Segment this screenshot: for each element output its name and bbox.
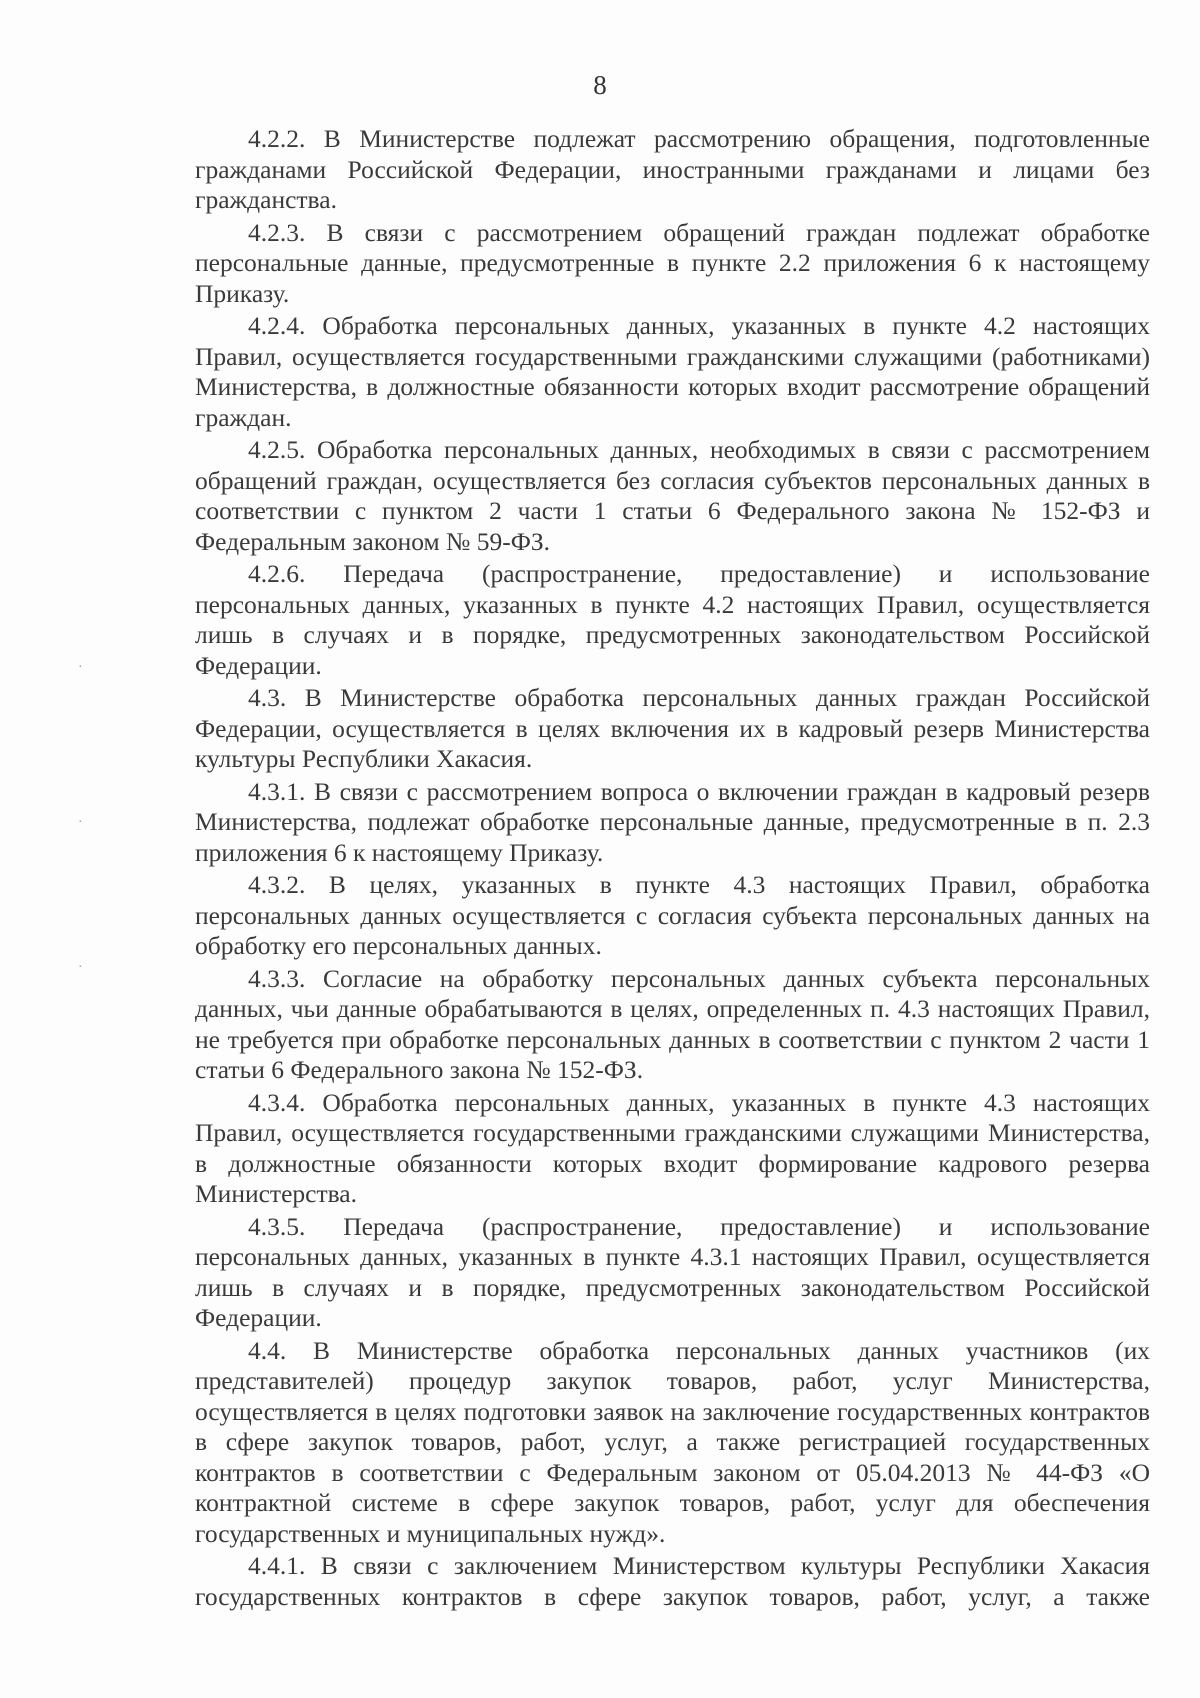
paragraph-4-4: 4.4. В Министерстве обработка персональных данных участников (их представителей) процедур закупок товаров, работ, услуг Министерства, осуществляется в целях подготовки заявок на заключение государственных контрактов в сфере закупок товаров, работ, услуг, а также регистрацией государственных контрактов в соответствии с Федеральным законом от 05.04.2013 № 44-ФЗ «О контрактной системе в сфере закупок товаров, работ, услуг для обеспечения государственных и муниципальных нужд».	[195, 1335, 1150, 1548]
document-body	[195, 124, 1150, 1612]
paragraph-4-3-3: 4.3.3. Согласие на обработку персональных данных субъекта персональных данных, чьи данные обрабатываются в целях, определенных п. 4.3 настоящих Правил, не требуется при обработке персональных данных в соответствии с пунктом 2 части 1 статьи 6 Федерального закона № 152-ФЗ.	[195, 963, 1150, 1084]
scan-speck: ·	[78, 660, 83, 675]
paragraph-4-3-5: 4.3.5. Передача (распространение, предоставление) и использование персональных данных, указанных в пункте 4.3.1 настоящих Правил, осуществляется лишь в случаях и в порядке, предусмотренных законодательством Российской Федерации.	[195, 1211, 1150, 1332]
paragraph-4-2-5: 4.2.5. Обработка персональных данных, необходимых в связи с рассмотрением обращений граждан, осуществляется без согласия субъектов персональных данных в соответствии с пунктом 2 части 1 статьи 6 Федерального закона № 152-ФЗ и Федеральным законом № 59-ФЗ.	[195, 435, 1150, 556]
paragraph-4-4-1: 4.4.1. В связи с заключением Министерством культуры Республики Хакасия государственных контрактов в сфере закупок товаров, работ, услуг, а также	[195, 1551, 1150, 1611]
paragraph-4-2-3: 4.2.3. В связи с рассмотрением обращений граждан подлежат обработке персональные данные, предусмотренные в пункте 2.2 приложения 6 к настоящему Приказу.	[195, 217, 1150, 308]
page-number: 8	[593, 70, 607, 100]
paragraph-4-3-4: 4.3.4. Обработка персональных данных, указанных в пункте 4.3 настоящих Правил, осуществляется государственными гражданскими служащими Министерства, в должностные обязанности которых входит формирование кадрового резерва Министерства.	[195, 1087, 1150, 1208]
paragraph-4-2-6: 4.2.6. Передача (распространение, предоставление) и использование персональных данных, указанных в пункте 4.2 настоящих Правил, осуществляется лишь в случаях и в порядке, предусмотренных законодательством Российской Федерации.	[195, 559, 1150, 680]
scan-speck: ·	[78, 815, 83, 830]
paragraph-4-3-2: 4.3.2. В целях, указанных в пункте 4.3 настоящих Правил, обработка персональных данных осуществляется с согласия субъекта персональных данных на обработку его персональных данных.	[195, 870, 1150, 960]
scan-speck: ·	[78, 960, 83, 975]
paragraph-4-2-2: 4.2.2. В Министерстве подлежат рассмотрению обращения, подготовленные гражданами Российской Федерации, иностранными гражданами и лицами без гражданства.	[195, 124, 1150, 214]
paragraph-4-3-1: 4.3.1. В связи с рассмотрением вопроса о включении граждан в кадровый резерв Министерства, подлежат обработке персональные данные, предусмотренные в п. 2.3 приложения 6 к настоящему Приказу.	[195, 776, 1150, 867]
paragraph-4-2-4: 4.2.4. Обработка персональных данных, указанных в пункте 4.2 настоящих Правил, осуществляется государственными гражданскими служащими (работниками) Министерства, в должностные обязанности которых входит рассмотрение обращений граждан.	[195, 311, 1150, 432]
paragraph-4-3: 4.3. В Министерстве обработка персональных данных граждан Российской Федерации, осуществляется в целях включения их в кадровый резерв Министерства культуры Республики Хакасия.	[195, 683, 1150, 773]
